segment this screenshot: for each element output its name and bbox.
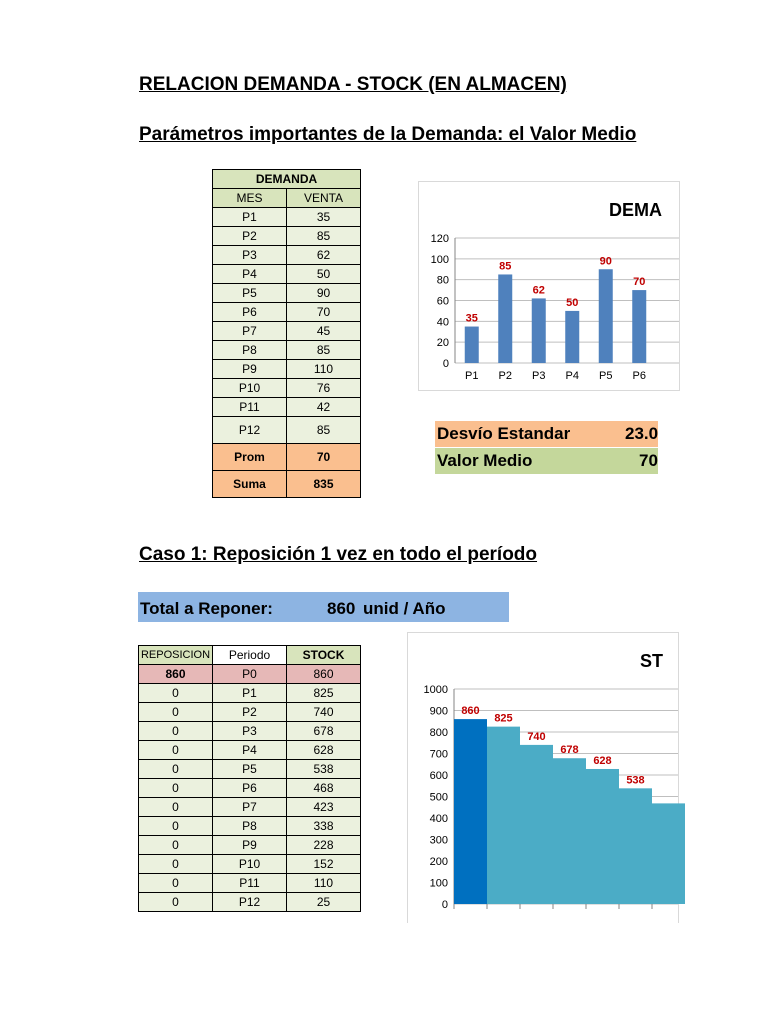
y-tick-label: 500 <box>429 791 448 804</box>
table-row <box>139 722 361 741</box>
bar-P2 <box>498 274 512 363</box>
demand-cell-mes: P10 <box>213 379 287 398</box>
stock-cell-stock: 228 <box>287 836 361 855</box>
table-row <box>213 322 361 341</box>
total-unit: unid / Año <box>363 599 446 618</box>
stock-bar <box>520 745 553 904</box>
y-tick-label: 400 <box>429 813 448 825</box>
demand-cell-mes: P11 <box>213 398 287 417</box>
demand-cell-mes: P1 <box>213 208 287 227</box>
data-label: 740 <box>527 730 546 743</box>
stock-cell-repos: 0 <box>139 798 213 817</box>
stock-cell-stock: 628 <box>287 741 361 760</box>
table-row <box>139 817 361 836</box>
demand-cell-venta: 70 <box>287 303 361 322</box>
table-row <box>213 227 361 246</box>
y-tick-label: 100 <box>429 877 448 890</box>
stock-cell-periodo: P5 <box>213 760 287 779</box>
x-tick-label: P6 <box>632 370 646 382</box>
stock-cell-stock: 538 <box>287 760 361 779</box>
stock-cell-repos: 0 <box>139 817 213 836</box>
desvio-label: Desvío Estandar <box>437 424 571 443</box>
table-row <box>139 665 361 684</box>
y-tick-label: 40 <box>436 316 449 329</box>
data-label: 678 <box>560 744 579 757</box>
x-tick-label: P1 <box>465 370 479 382</box>
demand-cell-mes: P8 <box>213 341 287 360</box>
y-tick-label: 0 <box>441 899 448 911</box>
stock-cell-periodo: P0 <box>213 665 287 684</box>
bar-P5 <box>599 269 613 363</box>
data-label: 628 <box>593 754 612 767</box>
col-stock-header: STOCK <box>287 646 361 665</box>
table-row <box>213 284 361 303</box>
y-tick-label: 20 <box>436 337 449 350</box>
table-row <box>139 703 361 722</box>
x-tick-label: P4 <box>565 370 579 382</box>
stock-cell-repos: 0 <box>139 893 213 912</box>
y-tick-label: 600 <box>429 770 448 782</box>
stock-cell-periodo: P6 <box>213 779 287 798</box>
stock-bar <box>652 803 685 904</box>
chart-title: ST <box>640 651 664 671</box>
y-tick-label: 120 <box>430 233 449 245</box>
table-row <box>139 855 361 874</box>
demand-cell-venta: 35 <box>287 208 361 227</box>
y-tick-label: 100 <box>430 253 449 266</box>
table-row <box>213 398 361 417</box>
medio-value: 70 <box>639 451 658 470</box>
y-tick-label: 900 <box>429 705 448 718</box>
table-row <box>213 208 361 227</box>
table-row <box>139 874 361 893</box>
table-row <box>213 417 361 444</box>
prom-value: 70 <box>287 444 361 471</box>
page-title: RELACION DEMANDA - STOCK (EN ALMACEN) <box>139 74 567 95</box>
stock-cell-periodo: P2 <box>213 703 287 722</box>
stock-cell-repos: 0 <box>139 703 213 722</box>
prom-label: Prom <box>213 444 287 471</box>
stock-cell-stock: 468 <box>287 779 361 798</box>
table-row <box>139 779 361 798</box>
table-row <box>213 246 361 265</box>
stock-chart <box>407 632 679 923</box>
stock-bar <box>487 727 520 904</box>
desvio-row <box>435 421 658 447</box>
y-tick-label: 1000 <box>423 684 448 696</box>
data-label: 825 <box>494 712 513 725</box>
stock-cell-periodo: P8 <box>213 817 287 836</box>
stock-cell-repos: 0 <box>139 836 213 855</box>
suma-value: 835 <box>287 471 361 498</box>
table-row <box>139 760 361 779</box>
desvio-value: 23.0 <box>625 424 659 443</box>
total-label: Total a Reponer: <box>140 599 273 618</box>
col-repos-header: REPOSICION <box>139 646 213 665</box>
stock-cell-stock: 860 <box>287 665 361 684</box>
table-row <box>213 360 361 379</box>
x-tick-label: P2 <box>498 370 512 382</box>
table-row <box>139 684 361 703</box>
stock-bar <box>553 758 586 904</box>
total-reponer-bar <box>138 592 509 622</box>
demand-cell-mes: P7 <box>213 322 287 341</box>
stock-cell-repos: 0 <box>139 874 213 893</box>
stock-cell-stock: 678 <box>287 722 361 741</box>
stock-cell-periodo: P4 <box>213 741 287 760</box>
y-tick-label: 300 <box>429 834 448 847</box>
table-row <box>139 798 361 817</box>
stock-cell-repos: 0 <box>139 779 213 798</box>
data-label: 50 <box>566 296 579 309</box>
data-label: 62 <box>532 284 545 297</box>
stock-cell-repos: 0 <box>139 760 213 779</box>
table-row <box>213 379 361 398</box>
y-tick-label: 800 <box>429 727 448 739</box>
data-label: 538 <box>626 774 645 787</box>
stock-cell-periodo: P12 <box>213 893 287 912</box>
stock-chart-svg <box>408 633 678 923</box>
bar-P3 <box>532 298 546 363</box>
demand-cell-venta: 45 <box>287 322 361 341</box>
stock-cell-stock: 25 <box>287 893 361 912</box>
y-tick-label: 200 <box>429 856 448 868</box>
demand-table <box>212 169 361 498</box>
demand-cell-venta: 50 <box>287 265 361 284</box>
demand-cell-venta: 85 <box>287 417 361 444</box>
stock-cell-stock: 338 <box>287 817 361 836</box>
demand-table-caption: DEMANDA <box>213 170 361 189</box>
y-tick-label: 0 <box>442 358 449 370</box>
medio-row <box>435 448 658 474</box>
x-tick-label: P3 <box>532 370 546 382</box>
table-row <box>213 265 361 284</box>
demand-chart-svg <box>419 182 679 390</box>
total-value: 860 <box>327 599 356 618</box>
y-tick-label: 80 <box>436 274 449 287</box>
stock-cell-stock: 740 <box>287 703 361 722</box>
stock-cell-stock: 423 <box>287 798 361 817</box>
stock-cell-repos: 0 <box>139 855 213 874</box>
stock-cell-stock: 152 <box>287 855 361 874</box>
table-row <box>213 303 361 322</box>
stock-bar <box>586 769 619 904</box>
demand-chart <box>418 181 680 391</box>
demand-cell-venta: 62 <box>287 246 361 265</box>
data-label: 70 <box>633 276 646 289</box>
demand-cell-venta: 42 <box>287 398 361 417</box>
data-label: 90 <box>599 255 612 268</box>
medio-label: Valor Medio <box>437 451 533 470</box>
stock-cell-repos: 0 <box>139 684 213 703</box>
col-periodo-header: Periodo <box>213 646 287 665</box>
stock-cell-periodo: P10 <box>213 855 287 874</box>
caso1-heading: Caso 1: Reposición 1 vez en todo el período <box>139 544 538 565</box>
stock-bar <box>619 788 652 904</box>
demand-cell-mes: P5 <box>213 284 287 303</box>
stock-cell-periodo: P3 <box>213 722 287 741</box>
demand-cell-mes: P12 <box>213 417 287 444</box>
demand-cell-venta: 110 <box>287 360 361 379</box>
demand-cell-mes: P4 <box>213 265 287 284</box>
stock-cell-repos: 0 <box>139 741 213 760</box>
x-tick-label: P5 <box>599 370 613 382</box>
stock-cell-periodo: P7 <box>213 798 287 817</box>
col-mes-header: MES <box>213 189 287 208</box>
stock-bar <box>454 719 487 904</box>
stock-cell-periodo: P9 <box>213 836 287 855</box>
y-tick-label: 700 <box>429 748 448 761</box>
suma-label: Suma <box>213 471 287 498</box>
col-venta-header: VENTA <box>287 189 361 208</box>
demand-cell-mes: P6 <box>213 303 287 322</box>
bar-P4 <box>565 311 579 363</box>
page-subtitle: Parámetros importantes de la Demanda: el Valor Medio <box>139 124 637 145</box>
demand-cell-venta: 85 <box>287 341 361 360</box>
stock-cell-repos: 860 <box>139 665 213 684</box>
stock-cell-stock: 825 <box>287 684 361 703</box>
stock-table <box>138 645 361 912</box>
data-label: 85 <box>499 260 512 273</box>
bar-P6 <box>632 290 646 363</box>
bar-P1 <box>465 327 479 363</box>
y-tick-label: 60 <box>436 295 449 308</box>
stock-cell-periodo: P1 <box>213 684 287 703</box>
data-label: 35 <box>465 312 478 325</box>
demand-cell-mes: P9 <box>213 360 287 379</box>
demand-cell-venta: 76 <box>287 379 361 398</box>
stock-cell-periodo: P11 <box>213 874 287 893</box>
stock-cell-stock: 110 <box>287 874 361 893</box>
data-label: 860 <box>461 705 480 718</box>
demand-cell-venta: 85 <box>287 227 361 246</box>
chart-title: DEMA <box>609 200 662 220</box>
table-row <box>139 893 361 912</box>
demand-cell-mes: P2 <box>213 227 287 246</box>
demand-cell-venta: 90 <box>287 284 361 303</box>
table-row <box>139 741 361 760</box>
demand-cell-mes: P3 <box>213 246 287 265</box>
table-row <box>139 836 361 855</box>
stock-cell-repos: 0 <box>139 722 213 741</box>
table-row <box>213 341 361 360</box>
